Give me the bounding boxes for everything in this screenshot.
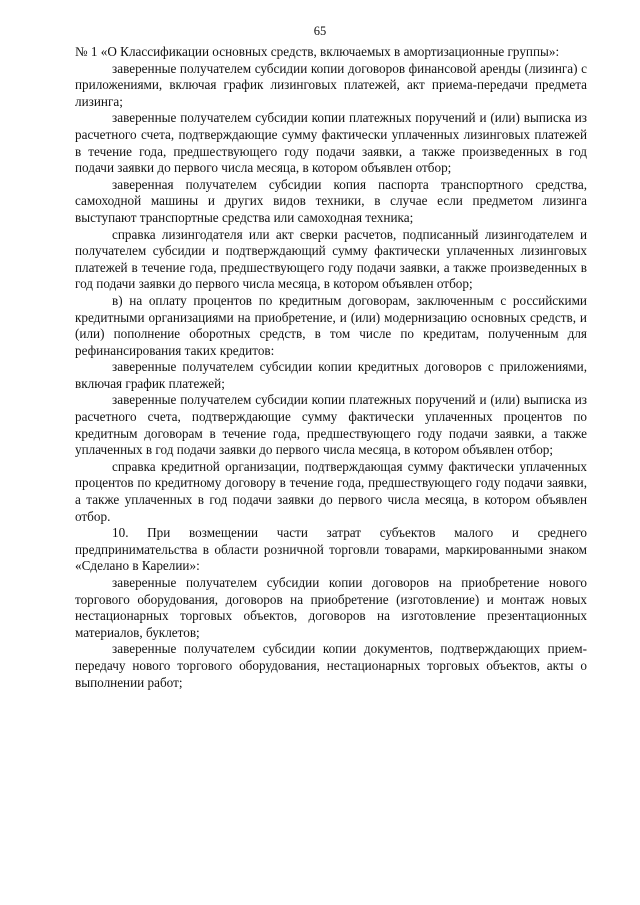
paragraph-vehicle-passport: заверенная получателем субсидии копия паспорта транспортного средства, самоходной машины и других видов техники, в случае если предметом лизинга выступают транспортные средства или самоходная техника; <box>75 176 587 225</box>
paragraph-credit-contracts: заверенные получателем субсидии копии кредитных договоров с приложениями, включая график платежей; <box>75 359 587 391</box>
paragraph-classification-ref: № 1 «О Классификации основных средств, включаемых в амортизационные группы»: <box>75 44 560 59</box>
paragraph-leasing-contracts: заверенные получателем субсидии копии договоров финансовой аренды (лизинга) с приложениями, включая график лизинговых платежей, акт приема-передачи предмета лизинга; <box>75 60 587 109</box>
paragraph-credit-payment-orders: заверенные получателем субсидии копии платежных поручений и (или) выписка из расчетного счета, подтверждающие сумму фактически уплаченных процентов по кредитным договорам в течение года, предшествующего году подачи заявки, а также уплаченных в год подачи заявки до первого числа месяца, в котором объявлен отбор; <box>75 392 587 458</box>
document-body <box>75 44 587 691</box>
paragraph-acceptance-documents: заверенные получателем субсидии копии документов, подтверждающих прием-передачу нового торгового оборудования, нестационарных торговых объектов, акты о выполнении работ; <box>75 641 587 690</box>
paragraph-equipment-contracts: заверенные получателем субсидии копии договоров на приобретение нового торгового оборудования, договоров на приобретение (изготовление) и монтаж новых нестационарных торговых объектов, договоров на изготовление презентационных материалов, буклетов; <box>75 575 587 640</box>
paragraph-item-10: 10. При возмещении части затрат субъектов малого и среднего предпринимательства в области розничной торговли товарами, маркированными знаком «Сделано в Карелии»: <box>75 525 587 574</box>
paragraph-bank-certificate: справка кредитной организации, подтверждающая сумму фактически уплаченных процентов по кредитному договору в течение года, предшествующего году подачи заявки, а также уплаченных в год подачи заявки до первого числа месяца, в котором объявлен отбор. <box>75 458 587 524</box>
paragraph-credit-interest: в) на оплату процентов по кредитным договорам, заключенным с российскими кредитными организациями на приобретение, и (или) модернизацию основных средств, и (или) пополнение оборотных средств, в том числе по кредитам, полученным для рефинансирования таких кредитов: <box>75 292 587 358</box>
paragraph-leasing-payment-orders: заверенные получателем субсидии копии платежных поручений и (или) выписка из расчетного счета, подтверждающие сумму фактически уплаченных лизинговых платежей в течение года, предшествующего году подачи заявки, а также произведенных в год подачи заявки до первого числа месяца, в котором объявлен отбор; <box>75 110 587 176</box>
page-number: 65 <box>313 24 327 38</box>
paragraph-lessor-certificate: справка лизингодателя или акт сверки расчетов, подписанный лизингодателем и получателем субсидии и подтверждающий сумму фактически уплаченных лизинговых платежей в течение года, предшествующего году подачи заявки, а также произведенных в год подачи заявки до первого числа месяца, в котором объявлен отбор; <box>75 226 587 292</box>
